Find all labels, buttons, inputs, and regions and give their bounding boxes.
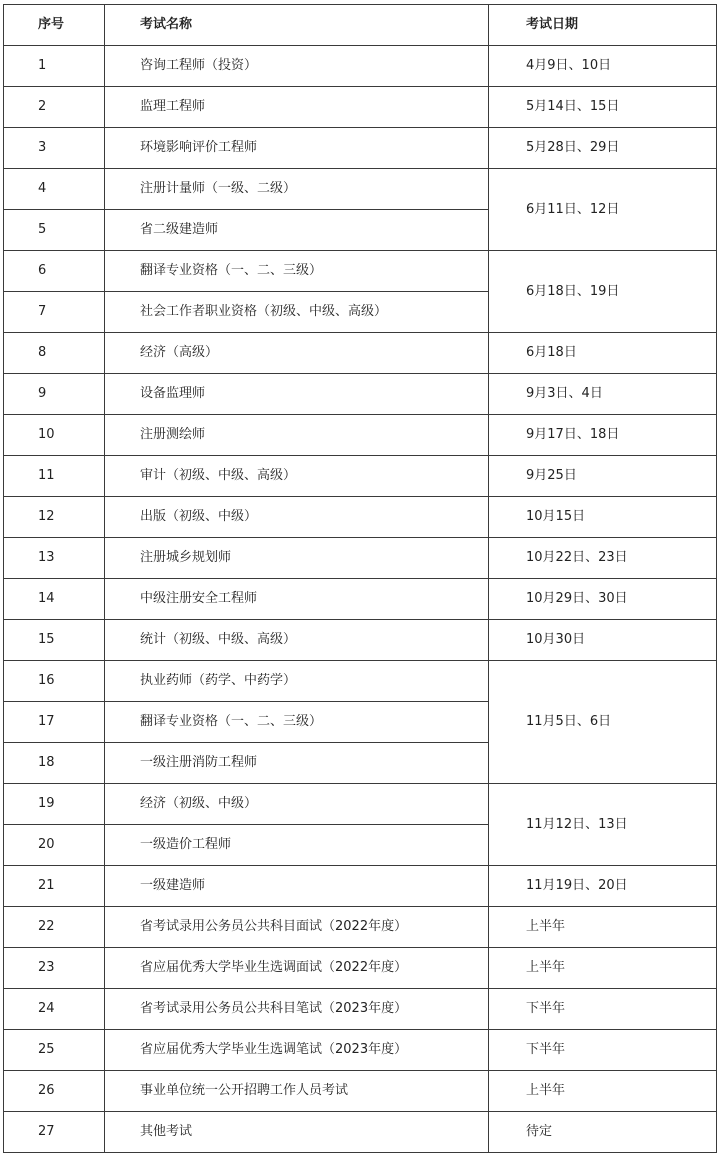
- row-exam-name: 注册城乡规划师: [105, 538, 489, 579]
- row-index: 24: [4, 989, 105, 1030]
- row-exam-date: 上半年: [489, 948, 717, 989]
- table-row: [4, 1030, 717, 1071]
- row-exam-name: 一级注册消防工程师: [105, 743, 489, 784]
- row-exam-date: 6月18日: [489, 333, 717, 374]
- row-exam-name: 事业单位统一公开招聘工作人员考试: [105, 1071, 489, 1112]
- table-row: [4, 415, 717, 456]
- table-row: [4, 251, 717, 292]
- row-index: 2: [4, 87, 105, 128]
- header-exam-name: 考试名称: [105, 5, 489, 46]
- row-exam-name: 中级注册安全工程师: [105, 579, 489, 620]
- row-exam-date: 下半年: [489, 989, 717, 1030]
- row-exam-name: 省二级建造师: [105, 210, 489, 251]
- row-index: 8: [4, 333, 105, 374]
- row-exam-date: 11月12日、13日: [489, 784, 717, 866]
- header-exam-date: 考试日期: [489, 5, 717, 46]
- row-exam-name: 监理工程师: [105, 87, 489, 128]
- row-exam-name: 一级建造师: [105, 866, 489, 907]
- row-exam-date: 下半年: [489, 1030, 717, 1071]
- table-row: [4, 1112, 717, 1153]
- row-exam-name: 设备监理师: [105, 374, 489, 415]
- row-exam-name: 经济（高级）: [105, 333, 489, 374]
- row-index: 3: [4, 128, 105, 169]
- row-exam-date: 10月29日、30日: [489, 579, 717, 620]
- row-index: 18: [4, 743, 105, 784]
- table-row: [4, 538, 717, 579]
- row-exam-name: 注册计量师（一级、二级）: [105, 169, 489, 210]
- row-exam-date: 9月3日、4日: [489, 374, 717, 415]
- row-exam-name: 省应届优秀大学毕业生选调笔试（2023年度）: [105, 1030, 489, 1071]
- row-exam-date: 9月17日、18日: [489, 415, 717, 456]
- row-index: 9: [4, 374, 105, 415]
- row-exam-name: 翻译专业资格（一、二、三级）: [105, 251, 489, 292]
- row-index: 25: [4, 1030, 105, 1071]
- row-index: 12: [4, 497, 105, 538]
- row-index: 23: [4, 948, 105, 989]
- row-exam-name: 环境影响评价工程师: [105, 128, 489, 169]
- row-index: 26: [4, 1071, 105, 1112]
- row-exam-date: 11月5日、6日: [489, 661, 717, 784]
- row-exam-name: 省应届优秀大学毕业生选调面试（2022年度）: [105, 948, 489, 989]
- row-index: 7: [4, 292, 105, 333]
- row-exam-date: 5月28日、29日: [489, 128, 717, 169]
- row-exam-date: 11月19日、20日: [489, 866, 717, 907]
- table-row: [4, 948, 717, 989]
- row-exam-date: 9月25日: [489, 456, 717, 497]
- row-exam-name: 出版（初级、中级）: [105, 497, 489, 538]
- row-exam-date: 上半年: [489, 907, 717, 948]
- table-row: [4, 579, 717, 620]
- table-row: [4, 661, 717, 702]
- row-index: 19: [4, 784, 105, 825]
- row-exam-name: 一级造价工程师: [105, 825, 489, 866]
- row-index: 27: [4, 1112, 105, 1153]
- row-index: 5: [4, 210, 105, 251]
- table-row: [4, 784, 717, 825]
- table-header-row: [4, 5, 717, 46]
- table-row: [4, 866, 717, 907]
- row-index: 4: [4, 169, 105, 210]
- row-exam-name: 其他考试: [105, 1112, 489, 1153]
- row-exam-date: 5月14日、15日: [489, 87, 717, 128]
- table-row: [4, 374, 717, 415]
- row-exam-date: 上半年: [489, 1071, 717, 1112]
- row-exam-date: 4月9日、10日: [489, 46, 717, 87]
- table-row: [4, 620, 717, 661]
- row-exam-date: 待定: [489, 1112, 717, 1153]
- table-row: [4, 907, 717, 948]
- row-exam-date: 10月30日: [489, 620, 717, 661]
- row-index: 20: [4, 825, 105, 866]
- row-index: 17: [4, 702, 105, 743]
- row-index: 22: [4, 907, 105, 948]
- row-exam-name: 统计（初级、中级、高级）: [105, 620, 489, 661]
- row-exam-date: 6月11日、12日: [489, 169, 717, 251]
- row-exam-date: 10月22日、23日: [489, 538, 717, 579]
- row-index: 13: [4, 538, 105, 579]
- row-index: 21: [4, 866, 105, 907]
- row-exam-name: 社会工作者职业资格（初级、中级、高级）: [105, 292, 489, 333]
- row-index: 15: [4, 620, 105, 661]
- table-row: [4, 456, 717, 497]
- row-exam-name: 经济（初级、中级）: [105, 784, 489, 825]
- row-exam-name: 省考试录用公务员公共科目面试（2022年度）: [105, 907, 489, 948]
- table-row: [4, 497, 717, 538]
- row-exam-name: 执业药师（药学、中药学）: [105, 661, 489, 702]
- row-exam-date: 6月18日、19日: [489, 251, 717, 333]
- table-row: [4, 989, 717, 1030]
- row-index: 1: [4, 46, 105, 87]
- row-exam-date: 10月15日: [489, 497, 717, 538]
- table-row: [4, 87, 717, 128]
- table-row: [4, 1071, 717, 1112]
- exam-schedule-table: [3, 4, 717, 1153]
- table-row: [4, 128, 717, 169]
- table-row: [4, 169, 717, 210]
- row-index: 10: [4, 415, 105, 456]
- row-index: 11: [4, 456, 105, 497]
- header-index: 序号: [4, 5, 105, 46]
- row-exam-name: 翻译专业资格（一、二、三级）: [105, 702, 489, 743]
- row-exam-name: 省考试录用公务员公共科目笔试（2023年度）: [105, 989, 489, 1030]
- row-index: 6: [4, 251, 105, 292]
- row-index: 14: [4, 579, 105, 620]
- table-row: [4, 46, 717, 87]
- row-exam-name: 注册测绘师: [105, 415, 489, 456]
- row-index: 16: [4, 661, 105, 702]
- row-exam-name: 咨询工程师（投资）: [105, 46, 489, 87]
- row-exam-name: 审计（初级、中级、高级）: [105, 456, 489, 497]
- table-row: [4, 333, 717, 374]
